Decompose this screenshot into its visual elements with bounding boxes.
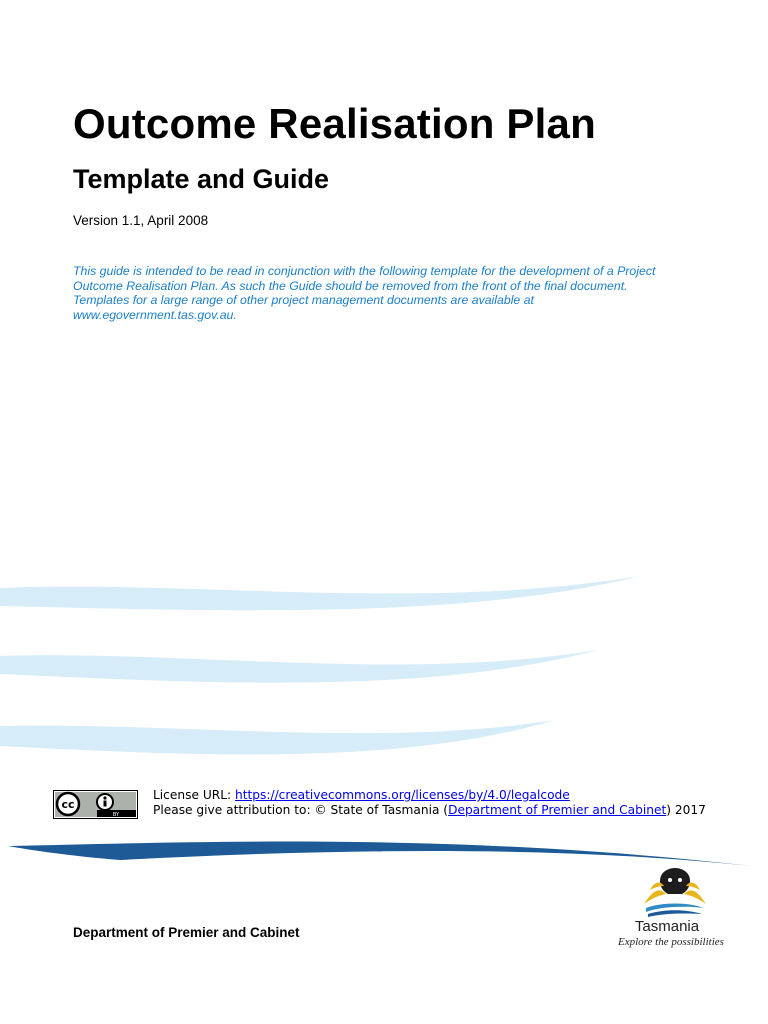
license-block: [153, 788, 706, 817]
guide-note: [73, 264, 713, 322]
guide-line: This guide is intended to be read in conjunction with the following template for the development of a Project: [73, 264, 656, 278]
wave-2: [0, 650, 598, 683]
license-url-link[interactable]: https://creativecommons.org/licenses/by/4.0/legalcode: [234, 788, 570, 802]
attribution-suffix: ) 2017: [666, 802, 706, 817]
attribution-link[interactable]: Department of Premier and Cabinet: [448, 802, 667, 817]
cc-badge-by-text: BY: [112, 812, 120, 818]
tasmanian-devil-icon: [642, 864, 708, 918]
wave-1: [0, 576, 640, 610]
license-line: [153, 788, 706, 803]
document-title: Outcome Realisation Plan: [73, 100, 596, 147]
tasmania-logo: [612, 862, 742, 954]
guide-line: www.egovernment.tas.gov.au.: [73, 307, 237, 322]
attribution-line: [153, 803, 706, 818]
version-text: Version 1.1, April 2008: [73, 213, 209, 228]
guide-line: Outcome Realisation Plan. As such the Guide should be removed from the front of the final document.: [73, 278, 628, 293]
logo-tagline: Explore the possibilities: [618, 936, 724, 948]
license-label: License URL:: [153, 788, 235, 802]
department-name: Department of Premier and Cabinet: [73, 925, 300, 940]
wave-3: [0, 720, 555, 754]
decorative-waves: [0, 570, 768, 790]
logo-wordmark: Tasmania: [634, 918, 700, 935]
attribution-prefix: Please give attribution to: © State of Tasmania (: [153, 802, 449, 817]
document-subtitle: Template and Guide: [73, 164, 330, 194]
guide-line: Templates for a large range of other project management documents are available at: [73, 293, 534, 308]
cc-by-badge-icon: [53, 790, 138, 819]
cc-badge-text: cc: [61, 798, 75, 811]
